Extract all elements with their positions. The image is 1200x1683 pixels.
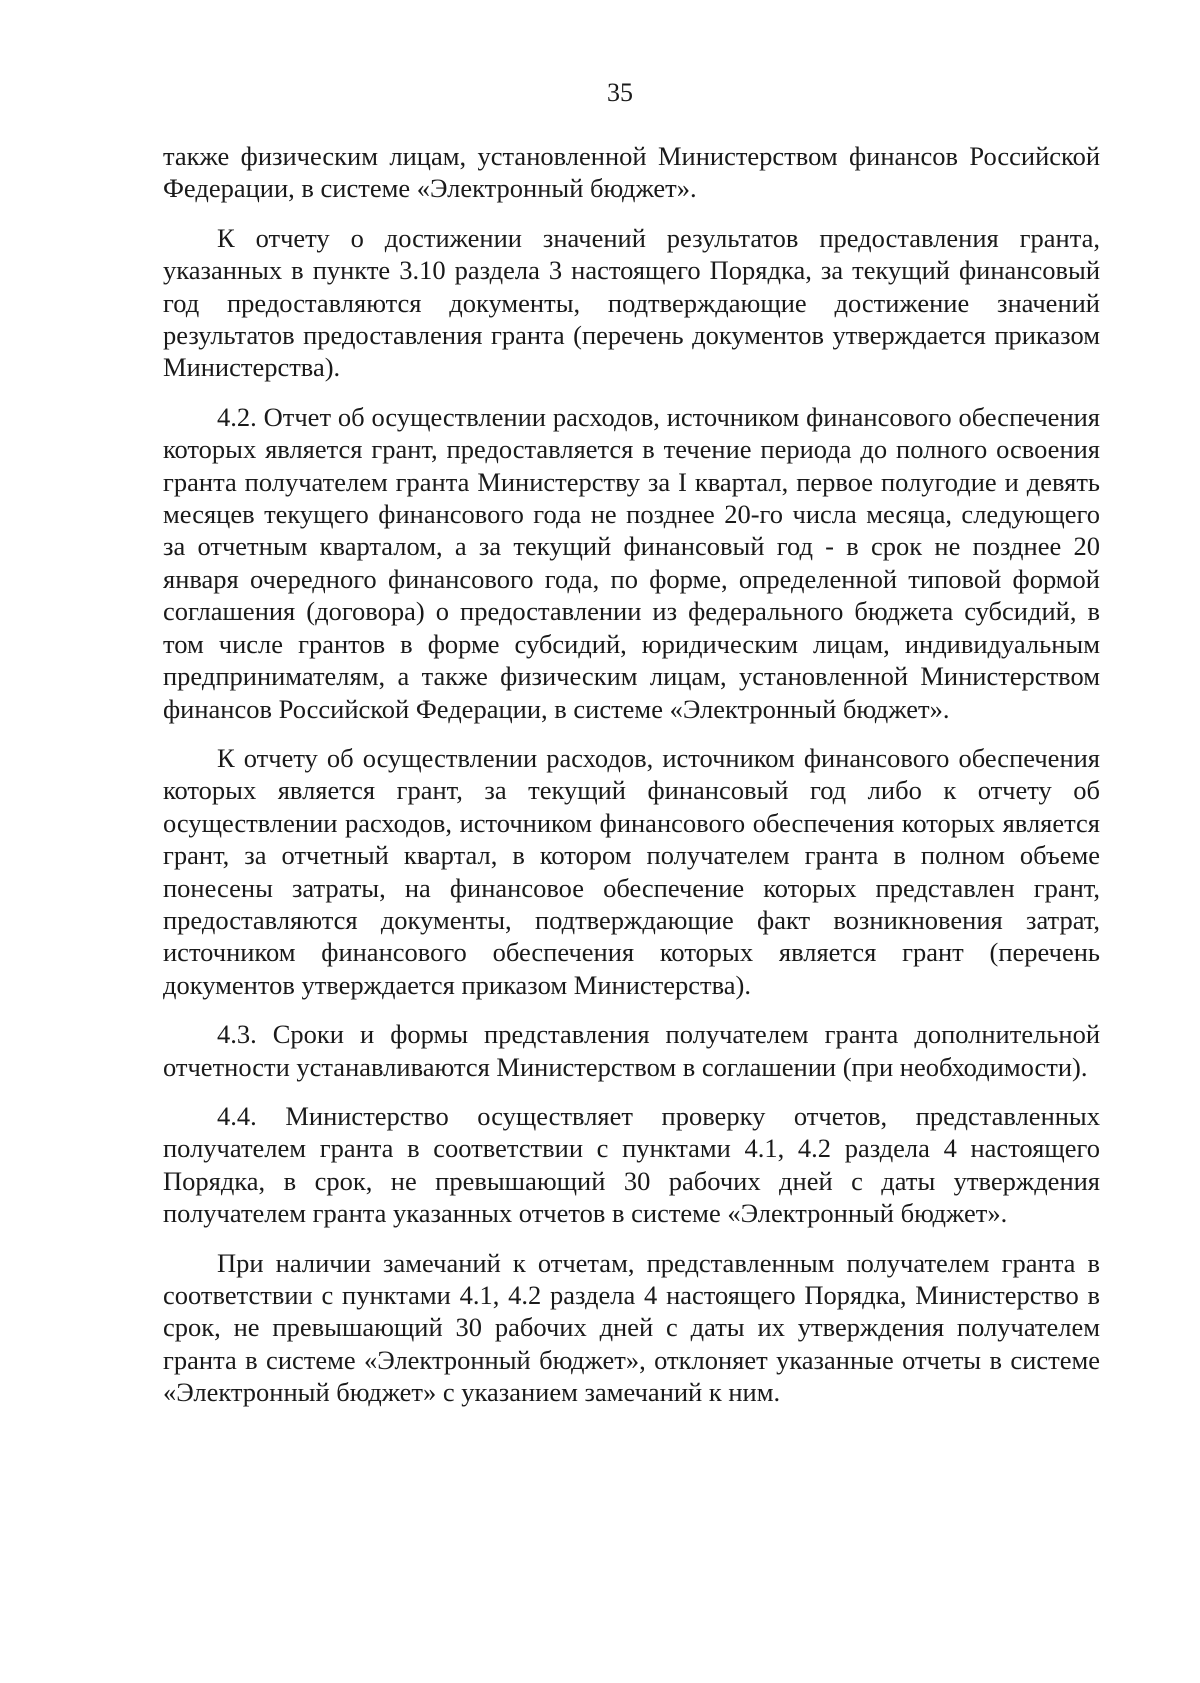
paragraph-4-3: 4.3. Сроки и формы представления получателем гранта дополнительной отчетности устанавливаются Министерством в соглашении (при необходимости). [163,1019,1100,1082]
paragraph-remarks: При наличии замечаний к отчетам, представленным получателем гранта в соответствии с пунктами 4.1, 4.2 раздела 4 настоящего Порядка, Министерство в срок, не превышающий 30 рабочих дней с даты их утверждения получателем гранта в системе «Электронный бюджет», отклоняет указанные отчеты в системе «Электронный бюджет» с указанием замечаний к ним. [163,1247,1100,1408]
paragraph-4-4: 4.4. Министерство осуществляет проверку отчетов, представленных получателем гранта в соответствии с пунктами 4.1, 4.2 раздела 4 настоящего Порядка, в срок, не превышающий 30 рабочих дней с даты утверждения получателем гранта указанных отчетов в системе «Электронный бюджет». [163,1100,1100,1229]
page-number: 35 [607,78,633,107]
paragraph-continuation: также физическим лицам, установленной Министерством финансов Российской Федерации, в системе «Электронный бюджет». [163,141,1100,204]
paragraph-4-2: 4.2. Отчет об осуществлении расходов, источником финансового обеспечения которых является грант, предоставляется в течение периода до полного освоения гранта получателем гранта Министерству за I квартал, первое полугодие и девять месяцев текущего финансового года не позднее 20-го числа месяца, следующего за отчетным кварталом, а за текущий финансовый год - в срок не позднее 20 января очередного финансового года, по форме, определенной типовой формой соглашения (договора) о предоставлении из федерального бюджета субсидий, в том числе грантов в форме субсидий, юридическим лицам, индивидуальным предпринимателям, а также физическим лицам, установленной Министерством финансов Российской Федерации, в системе «Электронный бюджет». [163,401,1100,724]
document-body [163,140,1100,1409]
paragraph-report-results-documents: К отчету о достижении значений результатов предоставления гранта, указанных в пункте 3.10 раздела 3 настоящего Порядка, за текущий финансовый год предоставляются документы, подтверждающие достижение значений результатов предоставления гранта (перечень документов утверждается приказом Министерства). [163,222,1100,383]
paragraph-report-expenses-documents: К отчету об осуществлении расходов, источником финансового обеспечения которых является грант, за текущий финансовый год либо к отчету об осуществлении расходов, источником финансового обеспечения которых является грант, за отчетный квартал, в котором получателем гранта в полном объеме понесены затраты, на финансовое обеспечение которых представлен грант, предоставляются документы, подтверждающие факт возникновения затрат, источником финансового обеспечения которых является грант (перечень документов утверждается приказом Министерства). [163,742,1100,1000]
